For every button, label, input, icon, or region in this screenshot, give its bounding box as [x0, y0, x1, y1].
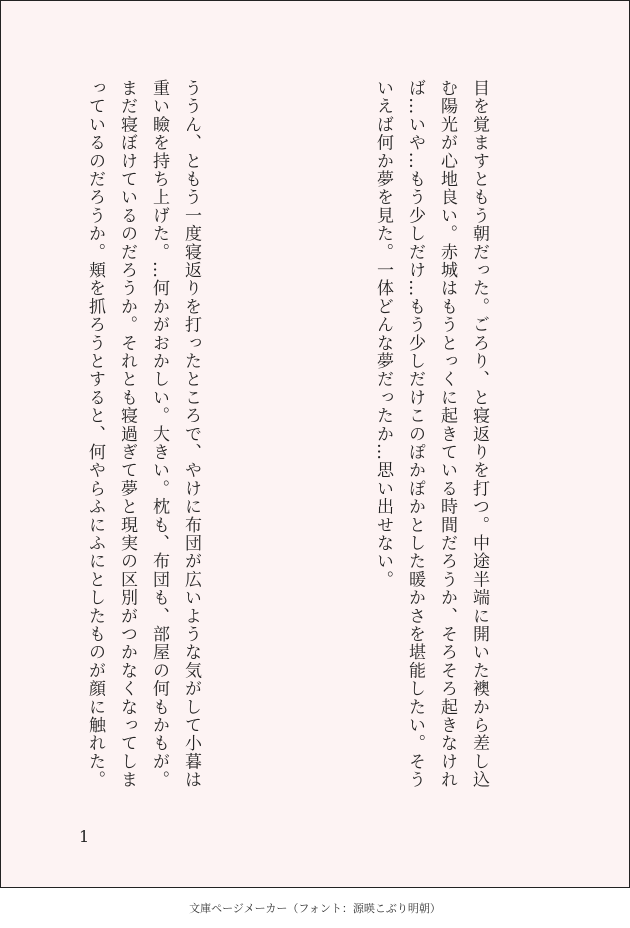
- blank-line: [0, 79, 15, 799]
- paragraph-2: ううん、ともう一度寝返りを打ったところで、やけに布団が広いような気がして小暮は重い瞼を持ち上げた。…何かがおかしい。大きい。枕も、布団も、部屋の何もかもが。まだ寝ぼけているのだろうか。それとも寝過ぎて夢と現実の区別がつかなくなってしまっているのだろうか。頬を抓ろうとすると、何やらふにふにとしたものが顔に触れた。: [85, 79, 201, 789]
- blank-line: [271, 79, 303, 799]
- footer-credit: 文庫ページメーカー（フォント：源暎こぶり明朝）: [189, 902, 441, 915]
- vertical-text-body: [0, 79, 559, 799]
- page-number: 1: [79, 827, 90, 846]
- paragraph-1: 目を覚ますともう朝だった。ごろり、と寝返りを打つ。中途半端に開いた襖から差し込む陽光が心地良い。赤城はもうとっくに起きている時間だろうか、そろそろ起きなければ…いや…もう少しだけ…もう少しだけこのぽかぽかとした暖かさを堪能したい。そういえば何か夢を見た。一体どんな夢だったか…思い出せない。: [373, 79, 489, 789]
